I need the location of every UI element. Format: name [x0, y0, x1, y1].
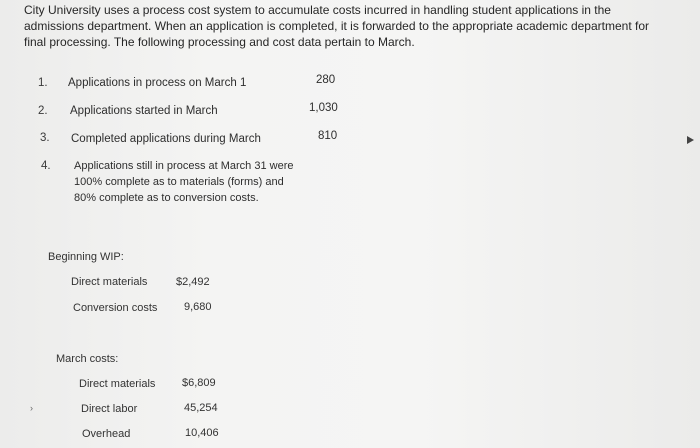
item-text-1: Applications in process on March 1 — [68, 77, 247, 89]
item-value-1: 280 — [316, 74, 336, 86]
item-number-2: 2. — [38, 105, 48, 117]
march-direct-materials-value: $6,809 — [182, 377, 216, 389]
item-number-3: 3. — [40, 132, 50, 144]
item-number-1: 1. — [38, 77, 48, 89]
beginning-wip-direct-materials-label: Direct materials — [71, 276, 148, 288]
item-text-3: Completed applications during March — [71, 133, 261, 145]
item-number-4: 4. — [41, 160, 51, 172]
march-direct-labor-value: 45,254 — [184, 402, 218, 414]
beginning-wip-conversion-costs-label: Conversion costs — [73, 302, 158, 314]
item-value-2: 1,030 — [309, 102, 338, 114]
march-direct-materials-label: Direct materials — [79, 378, 156, 390]
beginning-wip-conversion-costs-value: 9,680 — [184, 301, 212, 313]
march-overhead-label: Overhead — [82, 428, 131, 440]
march-overhead-value: 10,406 — [185, 427, 219, 439]
problem-intro: City University uses a process cost system to accumulate costs incurred in handling student applications in the admissions department. When an application is completed, it is forwarded to the appropriate academic department for final processing. The following processing and cost data pertain to March. — [24, 3, 649, 49]
margin-tick-mark: › — [30, 403, 33, 413]
item-text-4: Applications still in process at March 31 were 100% complete as to materials (forms) and 80% complete as to conversion costs. — [74, 160, 294, 204]
march-direct-labor-label: Direct labor — [81, 403, 138, 415]
mouse-cursor-icon — [687, 136, 694, 144]
beginning-wip-direct-materials-value: $2,492 — [176, 276, 210, 288]
item-value-3: 810 — [318, 130, 338, 142]
item-text-2: Applications started in March — [70, 105, 218, 117]
march-costs-heading: March costs: — [56, 353, 119, 365]
beginning-wip-heading: Beginning WIP: — [48, 251, 124, 263]
